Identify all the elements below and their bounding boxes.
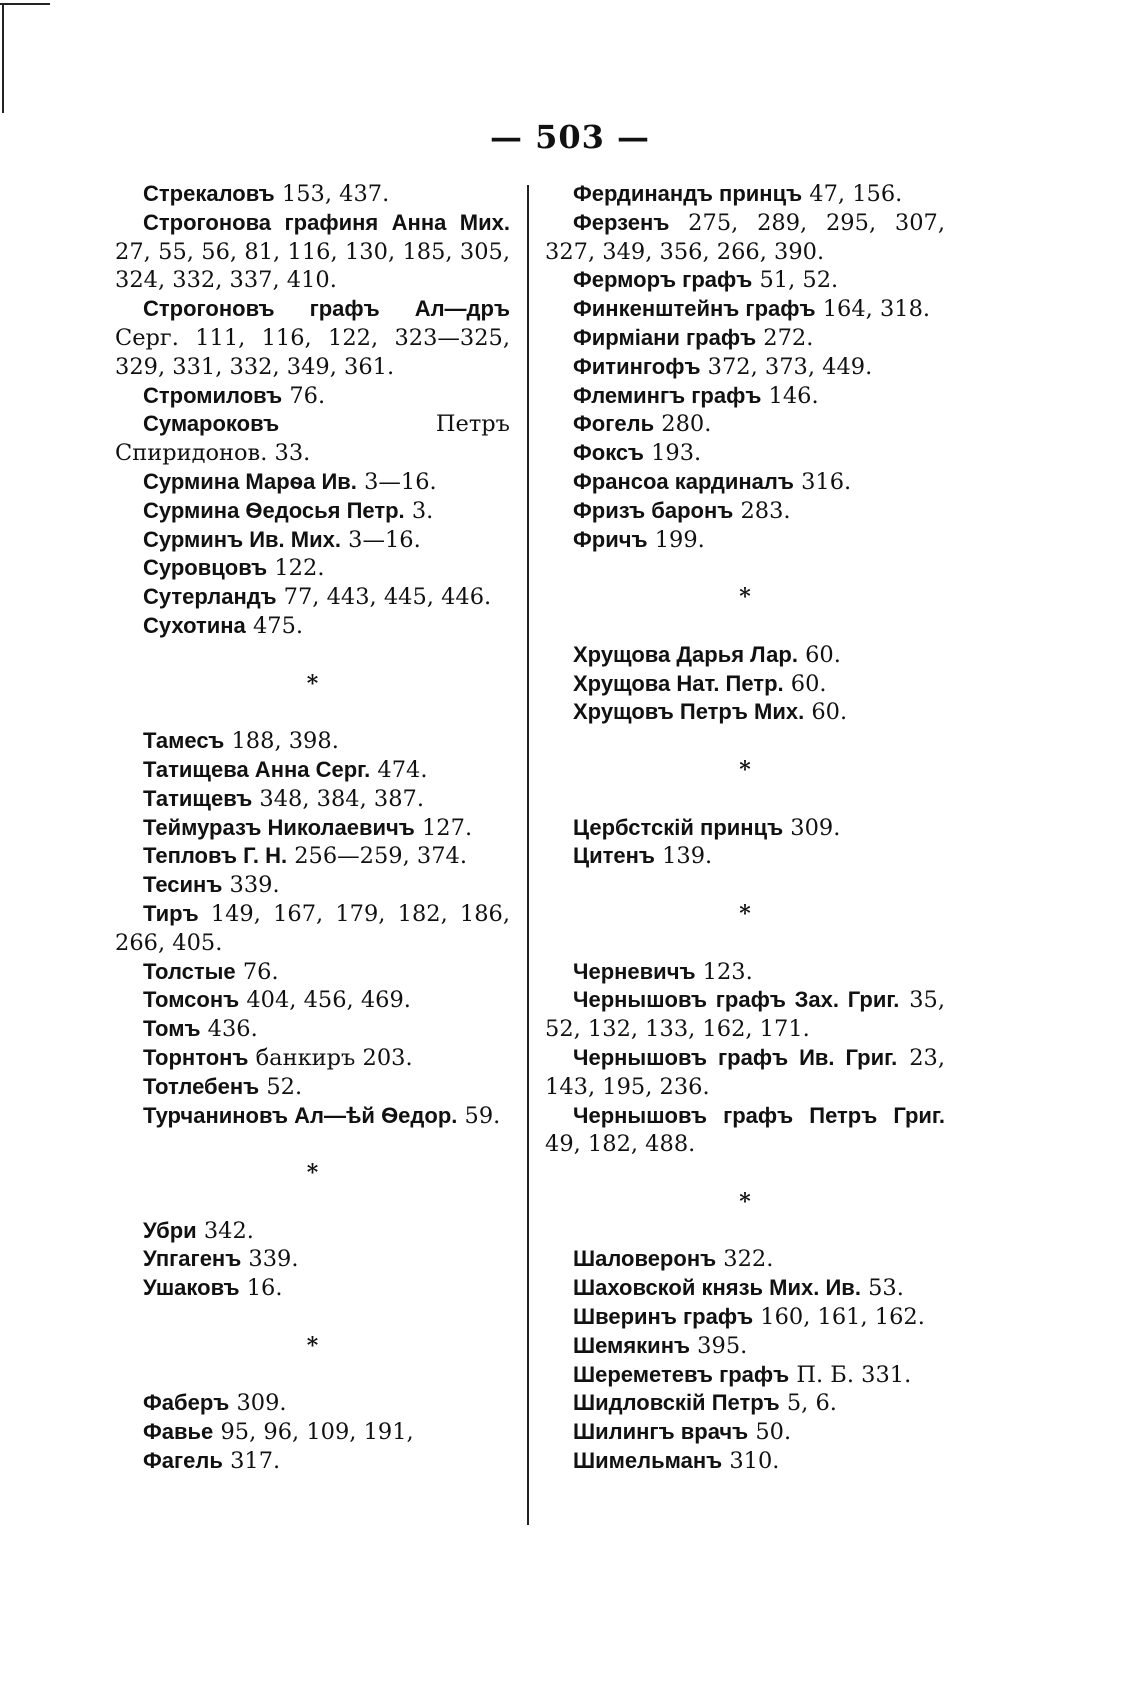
index-entry <box>115 468 510 497</box>
index-entry <box>545 324 945 353</box>
entry-name: Чернышовъ графъ Петръ Григ. <box>573 1102 945 1128</box>
entry-refs: 404, 456, 469. <box>239 987 411 1014</box>
index-entry <box>545 468 945 497</box>
entry-name: Стрекаловъ <box>143 181 275 206</box>
index-section <box>545 641 945 727</box>
entry-refs: 316. <box>793 468 852 495</box>
entry-refs: 474. <box>370 756 428 783</box>
entry-name: Цитенъ <box>573 843 655 869</box>
entry-refs: 153, 437. <box>274 181 390 207</box>
section-separator: * <box>739 900 751 927</box>
entry-refs: 348, 384, 387. <box>252 785 424 812</box>
entry-name: Хрущова Дарья Лар. <box>573 641 798 667</box>
entry-name: Томсонъ <box>143 987 240 1013</box>
index-entry <box>545 670 945 699</box>
section-separator: * <box>739 584 751 611</box>
entry-name: Сутерландъ <box>143 584 277 610</box>
index-entry <box>115 1245 510 1274</box>
index-entry <box>545 353 945 382</box>
entry-refs: 309. <box>783 814 841 841</box>
entry-refs: 49, 182, 488. <box>545 1131 696 1158</box>
index-entry <box>545 1044 945 1102</box>
entry-refs: 52. <box>259 1073 303 1100</box>
entry-refs: 283. <box>733 497 791 524</box>
entry-name: Фирміани графъ <box>573 324 757 350</box>
entry-name: Сурминъ Ив. Мих. <box>143 526 341 552</box>
entry-refs: 475. <box>245 612 304 639</box>
left-column <box>115 180 510 1476</box>
entry-refs: 47, 156. <box>802 181 903 207</box>
entry-refs: 60. <box>797 641 841 668</box>
entry-refs: 272. <box>756 324 814 351</box>
index-entry <box>545 958 945 987</box>
index-entry <box>115 1102 510 1131</box>
entry-name: Томъ <box>143 1016 201 1042</box>
entry-refs: 395. <box>690 1332 748 1359</box>
entry-refs: 275, 289, 295, 307, 327, 349, 356, 266, 390. <box>545 209 945 265</box>
entry-refs: 193. <box>643 440 702 467</box>
entry-refs: 51, 52. <box>752 267 839 294</box>
index-entry <box>545 1389 945 1418</box>
index-entry <box>115 497 510 526</box>
page-corner-mark <box>0 3 50 5</box>
entry-name: Шаховской князь Мих. Ив. <box>573 1275 861 1301</box>
index-entry <box>115 842 510 871</box>
entry-name: Стромиловъ <box>143 382 283 408</box>
index-entry <box>545 1418 945 1447</box>
entry-refs: 149, 167, 179, 182, 186, 266, 405. <box>115 900 510 956</box>
index-entry <box>545 1332 945 1361</box>
entry-name: Ферзенъ <box>573 209 670 235</box>
entry-name: Татищева Анна Серг. <box>143 756 371 782</box>
entry-refs: 50. <box>748 1419 792 1446</box>
entry-name: Ферморъ графъ <box>573 267 753 293</box>
index-entry <box>115 209 510 295</box>
entry-name: Шереметевъ графъ <box>573 1361 790 1387</box>
index-entry <box>545 1361 945 1390</box>
entry-name: Цербстскій принцъ <box>573 814 784 840</box>
entry-refs: 310. <box>722 1448 780 1475</box>
index-section <box>545 958 945 1160</box>
entry-refs: 53. <box>860 1275 904 1302</box>
index-entry <box>545 1102 945 1160</box>
entry-refs: Петръ Спиридонов. 33. <box>115 411 510 467</box>
entry-refs: 188, 398. <box>224 728 339 755</box>
entry-refs: 317. <box>222 1448 281 1475</box>
entry-name: Шемякинъ <box>573 1332 691 1358</box>
entry-refs: 342. <box>196 1217 254 1244</box>
entry-refs: 76. <box>235 958 279 985</box>
entry-refs: 256—259, 374. <box>287 843 468 870</box>
entry-refs: 5, 6. <box>779 1390 837 1417</box>
entry-refs: 146. <box>761 382 819 409</box>
index-entry <box>115 900 510 958</box>
entry-name: Шилингъ врачъ <box>573 1419 749 1445</box>
index-entry <box>545 382 945 411</box>
entry-refs: 436. <box>200 1016 258 1043</box>
entry-name: Ушаковъ <box>143 1275 240 1301</box>
index-entry <box>115 1073 510 1102</box>
index-entry <box>115 1447 510 1476</box>
entry-name: Фоксъ <box>573 440 644 466</box>
entry-name: Упгагенъ <box>143 1246 242 1272</box>
entry-name: Франсоа кардиналъ <box>573 468 794 494</box>
section-separator: * <box>739 1188 751 1215</box>
index-section <box>115 1217 510 1303</box>
entry-refs: 60. <box>783 670 827 697</box>
index-entry <box>545 526 945 555</box>
entry-refs: Серг. 111, 116, 122, 323—325, 329, 331, 332, 349, 361. <box>115 324 510 380</box>
entry-name: Чернышовъ графъ Зах. Григ. <box>573 987 900 1013</box>
section-separator: * <box>739 756 751 783</box>
index-entry <box>115 1274 510 1303</box>
entry-name: Строгоновъ графъ Ал—дръ <box>143 296 510 322</box>
index-entry <box>115 295 510 381</box>
section-separator: * <box>306 1160 319 1187</box>
entry-name: Тотлебенъ <box>143 1073 260 1099</box>
entry-name: Хрущова Нат. Петр. <box>573 670 784 696</box>
index-section <box>545 180 945 554</box>
entry-refs: 322. <box>716 1246 774 1273</box>
entry-refs: П. Б. 331. <box>789 1361 912 1388</box>
entry-refs: 60. <box>804 699 848 726</box>
entry-refs: 122. <box>267 555 325 582</box>
index-entry <box>545 497 945 526</box>
right-column <box>545 180 945 1476</box>
entry-name: Торнтонъ <box>143 1044 249 1070</box>
entry-name: Черневичъ <box>573 958 696 984</box>
index-entry <box>115 1015 510 1044</box>
entry-name: Сумароковъ <box>143 411 280 437</box>
entry-refs: 95, 96, 109, 191, <box>213 1419 414 1446</box>
index-entry <box>115 382 510 411</box>
entry-refs: 16. <box>239 1275 283 1302</box>
entry-refs: 372, 373, 449. <box>700 353 873 380</box>
index-entry <box>545 1274 945 1303</box>
index-entry <box>115 1389 510 1418</box>
entry-refs: 3—16. <box>356 468 437 495</box>
entry-name: Фричъ <box>573 526 648 552</box>
index-entry <box>545 1447 945 1476</box>
section-separator: * <box>306 1332 319 1359</box>
entry-refs: 27, 55, 56, 81, 116, 130, 185, 305, 324, 332, 337, 410. <box>115 238 510 294</box>
entry-refs: 59. <box>457 1102 501 1129</box>
entry-name: Сухотина <box>143 612 246 638</box>
index-entry <box>115 1044 510 1073</box>
index-section <box>115 727 510 1130</box>
index-entry <box>545 295 945 324</box>
entry-name: Турчаниновъ Ал—ѣй Ѳедор. <box>143 1102 458 1128</box>
index-entry <box>115 526 510 555</box>
page-number: — 503 — <box>489 118 651 156</box>
entry-name: Сурмина Ѳедосья Петр. <box>143 497 405 523</box>
entry-name: Убри <box>143 1217 197 1243</box>
entry-refs: 77, 443, 445, 446. <box>276 584 492 611</box>
entry-name: Тиръ <box>143 900 199 926</box>
index-entry <box>545 1303 945 1332</box>
entry-refs: 139. <box>654 843 713 870</box>
entry-name: Фитингофъ <box>573 353 701 379</box>
entry-refs: 127. <box>414 814 473 841</box>
entry-refs: 35, 52, 132, 133, 162, 171. <box>545 987 945 1043</box>
entry-name: Фавье <box>143 1419 214 1445</box>
entry-refs: 76. <box>282 382 326 409</box>
page-corner-mark <box>2 3 4 113</box>
entry-name: Флемингъ графъ <box>573 382 762 408</box>
index-entry <box>545 439 945 468</box>
index-entry <box>115 180 510 209</box>
index-section <box>545 814 945 872</box>
index-entry <box>545 180 945 209</box>
index-entry <box>115 583 510 612</box>
entry-refs: 164, 318. <box>815 296 931 323</box>
index-entry <box>545 814 945 843</box>
index-entry <box>545 410 945 439</box>
index-entry <box>115 814 510 843</box>
index-section <box>115 180 510 641</box>
entry-name: Шверинъ графъ <box>573 1304 754 1330</box>
entry-name: Фердинандъ принцъ <box>573 181 803 206</box>
entry-name: Суровцовъ <box>143 555 268 581</box>
entry-name: Тепловъ Г. Н. <box>143 843 288 869</box>
index-entry <box>115 1418 510 1447</box>
entry-refs: 280. <box>654 411 712 438</box>
entry-refs: 3—16. <box>340 526 421 553</box>
entry-name: Теймуразъ Николаевичъ <box>143 814 415 840</box>
entry-name: Хрущовъ Петръ Мих. <box>573 699 805 725</box>
index-entry <box>545 266 945 295</box>
entry-refs: 339. <box>241 1246 299 1273</box>
entry-name: Финкенштейнъ графъ <box>573 296 816 322</box>
entry-name: Тесинъ <box>143 872 223 898</box>
index-section <box>115 1389 510 1475</box>
index-entry <box>115 871 510 900</box>
entry-name: Сурмина Марѳа Ив. <box>143 468 357 494</box>
entry-refs: 3. <box>404 497 434 524</box>
entry-name: Чернышовъ графъ Ив. Григ. <box>573 1044 898 1070</box>
index-entry <box>545 209 945 267</box>
entry-name: Тамесъ <box>143 728 225 754</box>
index-entry <box>545 842 945 871</box>
section-separator: * <box>306 670 319 697</box>
entry-name: Фогель <box>573 411 655 437</box>
entry-name: Строгонова графиня Анна Мих. <box>143 209 510 235</box>
index-entry <box>545 986 945 1044</box>
entry-name: Шаловеронъ <box>573 1246 717 1272</box>
index-entry <box>115 410 510 468</box>
entry-name: Татищевъ <box>143 785 253 811</box>
column-divider <box>527 185 529 1525</box>
entry-refs: 123. <box>695 958 753 985</box>
entry-name: Фризъ баронъ <box>573 497 734 523</box>
index-entry <box>545 698 945 727</box>
entry-refs: 339. <box>222 872 280 899</box>
index-entry <box>115 756 510 785</box>
entry-refs: 199. <box>647 526 705 553</box>
entry-name: Шидловскій Петръ <box>573 1390 780 1416</box>
index-entry <box>115 958 510 987</box>
index-section <box>545 1245 945 1475</box>
entry-refs: 309. <box>229 1390 287 1417</box>
index-entry <box>115 554 510 583</box>
entry-refs: банкиръ 203. <box>248 1044 413 1071</box>
entry-name: Шимельманъ <box>573 1448 723 1474</box>
entry-refs: 160, 161, 162. <box>753 1304 925 1331</box>
index-entry <box>545 1245 945 1274</box>
index-entry <box>545 641 945 670</box>
entry-name: Толстые <box>143 958 236 984</box>
index-entry <box>115 612 510 641</box>
index-entry <box>115 727 510 756</box>
entry-name: Фагель <box>143 1448 223 1474</box>
index-entry <box>115 785 510 814</box>
index-entry <box>115 986 510 1015</box>
entry-name: Фаберъ <box>143 1390 230 1416</box>
index-entry <box>115 1217 510 1246</box>
entry-refs: 23, 143, 195, 236. <box>545 1044 945 1100</box>
